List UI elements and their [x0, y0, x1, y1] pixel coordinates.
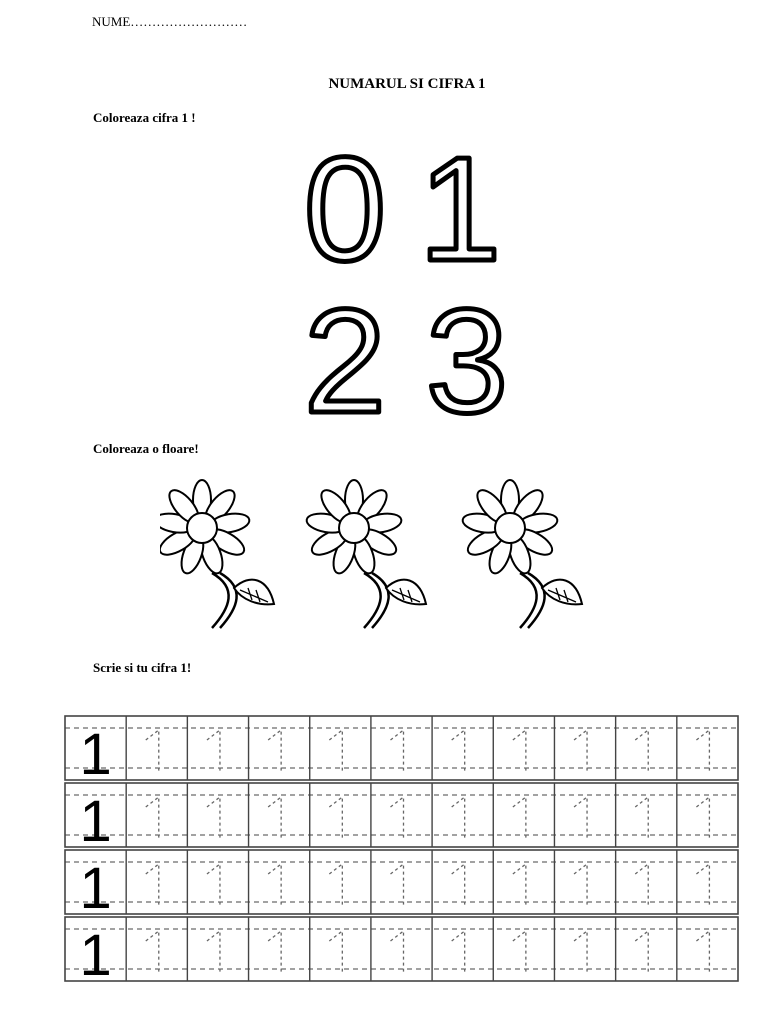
instruction-color-flower: Coloreaza o floare! [93, 441, 199, 456]
traced-digit-one [268, 931, 281, 973]
grid-row [65, 850, 738, 914]
traced-digit-one [391, 730, 404, 772]
traced-digit-one [452, 931, 465, 973]
page-title: NUMARUL SI CIFRA 1 [328, 76, 486, 92]
traced-digit-one [696, 931, 709, 973]
traced-digit-one [452, 864, 465, 906]
digit-zero: 0 [303, 140, 387, 292]
model-digit-one: 1 [79, 722, 112, 787]
traced-digit-one [574, 864, 587, 906]
grid-row [65, 783, 738, 847]
traced-digit-one [329, 864, 342, 906]
traced-digit-one [635, 931, 648, 973]
digit-three: 3 [425, 279, 509, 425]
traced-digit-one [513, 797, 526, 839]
traced-digit-one [268, 797, 281, 839]
grid-row [65, 917, 738, 981]
traced-digit-one [391, 864, 404, 906]
traced-digit-one [329, 730, 342, 772]
traced-digit-one [207, 931, 220, 973]
traced-digit-one [574, 931, 587, 973]
traced-digit-one [513, 864, 526, 906]
traced-digit-one [329, 931, 342, 973]
traced-digit-one [635, 730, 648, 772]
traced-digit-one [452, 797, 465, 839]
traced-digit-one [146, 931, 159, 973]
traced-digit-one [146, 730, 159, 772]
instruction-write: Scrie si tu cifra 1! [93, 660, 192, 675]
flower-3 [461, 480, 582, 628]
traced-digit-one [268, 730, 281, 772]
traced-digit-one [635, 864, 648, 906]
traced-digit-one [146, 864, 159, 906]
traced-digit-one [391, 931, 404, 973]
traced-digit-one [207, 797, 220, 839]
traced-digit-one [513, 730, 526, 772]
traced-digit-one [574, 730, 587, 772]
traced-digit-one [574, 797, 587, 839]
writing-practice-grid [60, 710, 740, 990]
name-field-label: NUME……………………… [92, 14, 248, 29]
traced-digit-one [513, 931, 526, 973]
outlined-digits [295, 140, 525, 425]
flowers-row [160, 478, 600, 633]
digit-one: 1 [418, 140, 502, 292]
digit-two: 2 [303, 279, 387, 425]
traced-digit-one [696, 730, 709, 772]
traced-digit-one [635, 797, 648, 839]
traced-digit-one [696, 864, 709, 906]
traced-digit-one [268, 864, 281, 906]
instruction-color-digit: Coloreaza cifra 1 ! [93, 110, 196, 125]
traced-digit-one [696, 797, 709, 839]
flower-2 [305, 480, 426, 628]
traced-digit-one [207, 730, 220, 772]
flower-1 [160, 480, 274, 628]
traced-digit-one [452, 730, 465, 772]
model-digit-one: 1 [79, 856, 112, 921]
traced-digit-one [146, 797, 159, 839]
traced-digit-one [391, 797, 404, 839]
model-digit-one: 1 [79, 923, 112, 988]
grid-row [65, 716, 738, 780]
model-digit-one: 1 [79, 789, 112, 854]
traced-digit-one [207, 864, 220, 906]
traced-digit-one [329, 797, 342, 839]
